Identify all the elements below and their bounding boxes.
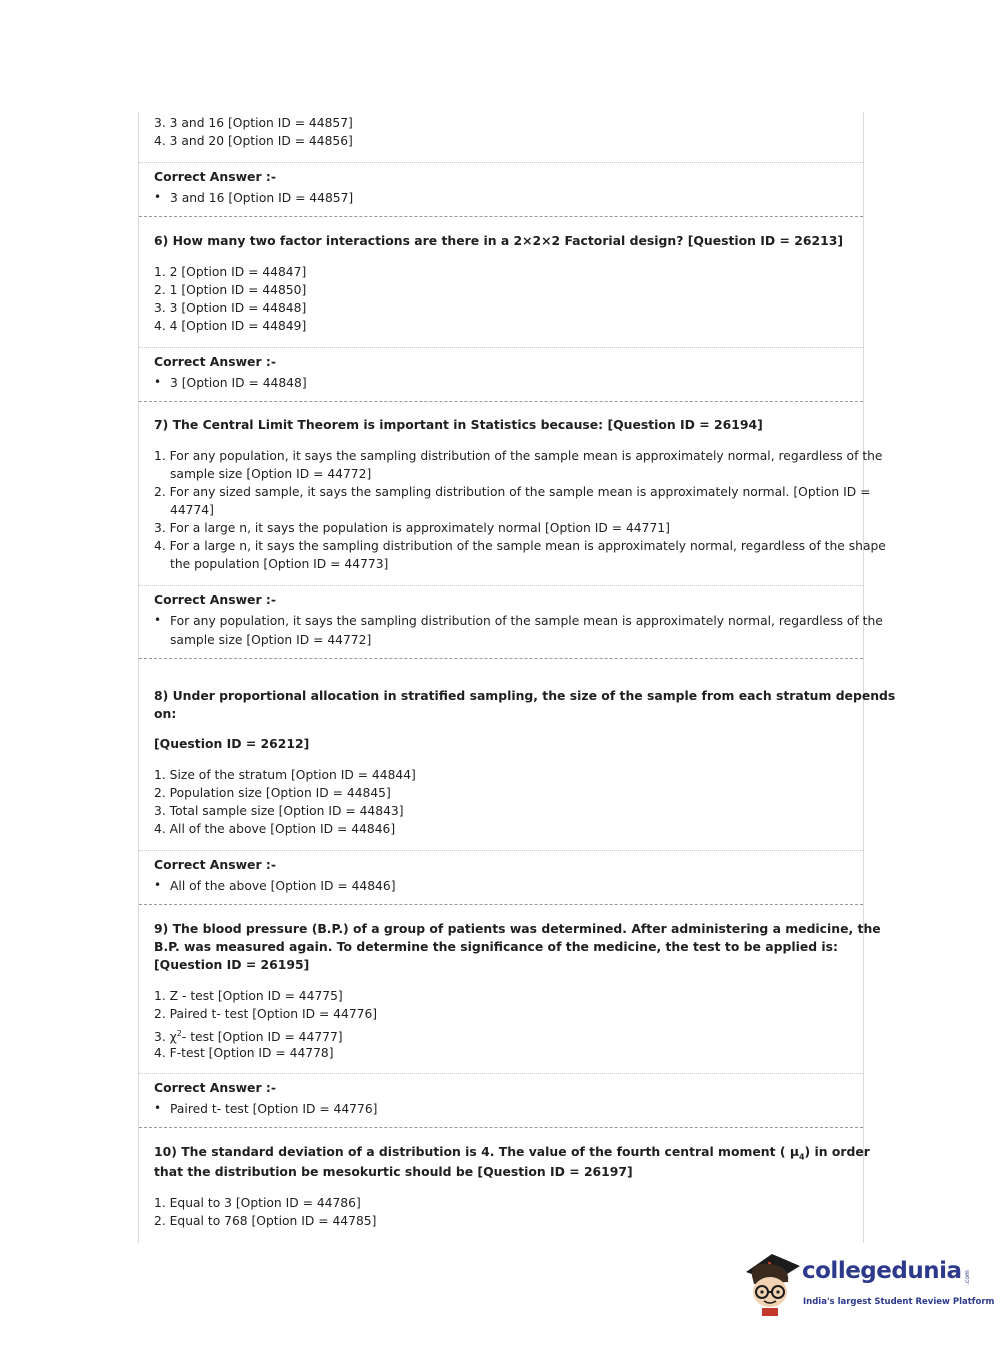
logo-tagline: India's largest Student Review Platform [803,1297,995,1307]
divider [139,347,863,348]
bullet: • [154,878,162,892]
q7-option: 3. For a large n, it says the population is approximately normal [Option ID = 44771] [154,521,670,535]
superscript: 2 [176,1029,182,1038]
mascot-icon [742,1250,804,1318]
q9-question-cont: B.P. was measured again. To determine the significance of the medicine, the test to be applied is: [154,939,838,954]
q10-question-prefix: 10) The standard deviation of a distribution is 4. The value of the fourth central moment ( μ [154,1144,799,1159]
question-separator [139,401,863,402]
subscript: 4 [798,1152,805,1162]
q7-option: 2. For any sized sample, it says the sampling distribution of the sample mean is approximately normal. [Option ID = [154,485,871,499]
q8-option: 1. Size of the stratum [Option ID = 44844] [154,768,416,782]
q7-option-cont: the population [Option ID = 44773] [170,557,389,571]
q7-answer-cont: sample size [Option ID = 44772] [170,633,372,647]
q6-option: 4. 4 [Option ID = 44849] [154,319,307,333]
q7-option: 1. For any population, it says the sampling distribution of the sample mean is approximately normal, regardless of the [154,449,883,463]
q5-option-3: 3. 3 and 16 [Option ID = 44857] [154,116,353,130]
logo-domain: .com [963,1270,971,1285]
q9-option: 4. F-test [Option ID = 44778] [154,1046,334,1060]
q5-correct-label: Correct Answer :- [154,169,276,184]
logo-wordmark: collegedunia [802,1258,962,1284]
q9-answer: Paired t- test [Option ID = 44776] [170,1102,378,1116]
collegedunia-logo[interactable] [742,1250,995,1320]
q9-option-3-suffix: - test [Option ID = 44777] [181,1030,343,1045]
q10-question-cont: that the distribution be mesokurtic should be [Question ID = 26197] [154,1164,633,1179]
question-separator [139,1127,863,1128]
q7-option: 4. For a large n, it says the sampling distribution of the sample mean is approximately normal, regardless of the shape [154,539,886,553]
q9-option-3-prefix: 3. χ [154,1030,177,1045]
q8-option: 3. Total sample size [Option ID = 44843] [154,804,404,818]
q7-option-cont: 44774] [170,503,214,517]
q9-question-id: [Question ID = 26195] [154,957,310,972]
q9-correct-label: Correct Answer :- [154,1080,276,1095]
q7-question: 7) The Central Limit Theorem is important in Statistics because: [Question ID = 26194] [154,417,763,432]
divider [139,162,863,163]
q8-question-cont: on: [154,706,177,721]
bullet: • [154,190,162,204]
q8-correct-label: Correct Answer :- [154,857,276,872]
q6-question: 6) How many two factor interactions are there in a 2×2×2 Factorial design? [Question ID = 26213] [154,233,843,248]
question-separator [139,658,863,659]
divider [139,585,863,586]
divider [139,850,863,851]
q9-option-chi-square [154,1025,343,1046]
bullet: • [154,1101,162,1115]
q6-option: 3. 3 [Option ID = 44848] [154,301,307,315]
q9-option: 2. Paired t- test [Option ID = 44776] [154,1007,378,1021]
q8-answer: All of the above [Option ID = 44846] [170,879,396,893]
q8-option: 4. All of the above [Option ID = 44846] [154,822,396,836]
question-separator [139,216,863,217]
q10-option: 1. Equal to 3 [Option ID = 44786] [154,1196,361,1210]
q6-option: 2. 1 [Option ID = 44850] [154,283,307,297]
question-separator [139,904,863,905]
q9-question: 9) The blood pressure (B.P.) of a group of patients was determined. After administering a medicine, the [154,921,881,936]
q9-option: 1. Z - test [Option ID = 44775] [154,989,343,1003]
q7-option-cont: sample size [Option ID = 44772] [170,467,372,481]
q10-option: 2. Equal to 768 [Option ID = 44785] [154,1214,377,1228]
q6-answer: 3 [Option ID = 44848] [170,376,307,390]
q8-option: 2. Population size [Option ID = 44845] [154,786,391,800]
q8-question: 8) Under proportional allocation in stratified sampling, the size of the sample from each stratum depends [154,688,896,703]
q6-option: 1. 2 [Option ID = 44847] [154,265,307,279]
bullet: • [154,613,162,627]
page-content-frame [138,112,896,1243]
bullet: • [154,375,162,389]
q6-correct-label: Correct Answer :- [154,354,276,369]
q7-answer: For any population, it says the sampling distribution of the sample mean is approximately normal, regardless of the [170,614,883,628]
q5-option-4: 4. 3 and 20 [Option ID = 44856] [154,134,353,148]
divider [139,1073,863,1074]
q10-question-suffix: ) in order [804,1144,870,1159]
q7-correct-label: Correct Answer :- [154,592,276,607]
q8-question-id: [Question ID = 26212] [154,736,310,751]
q5-answer: 3 and 16 [Option ID = 44857] [170,191,354,205]
